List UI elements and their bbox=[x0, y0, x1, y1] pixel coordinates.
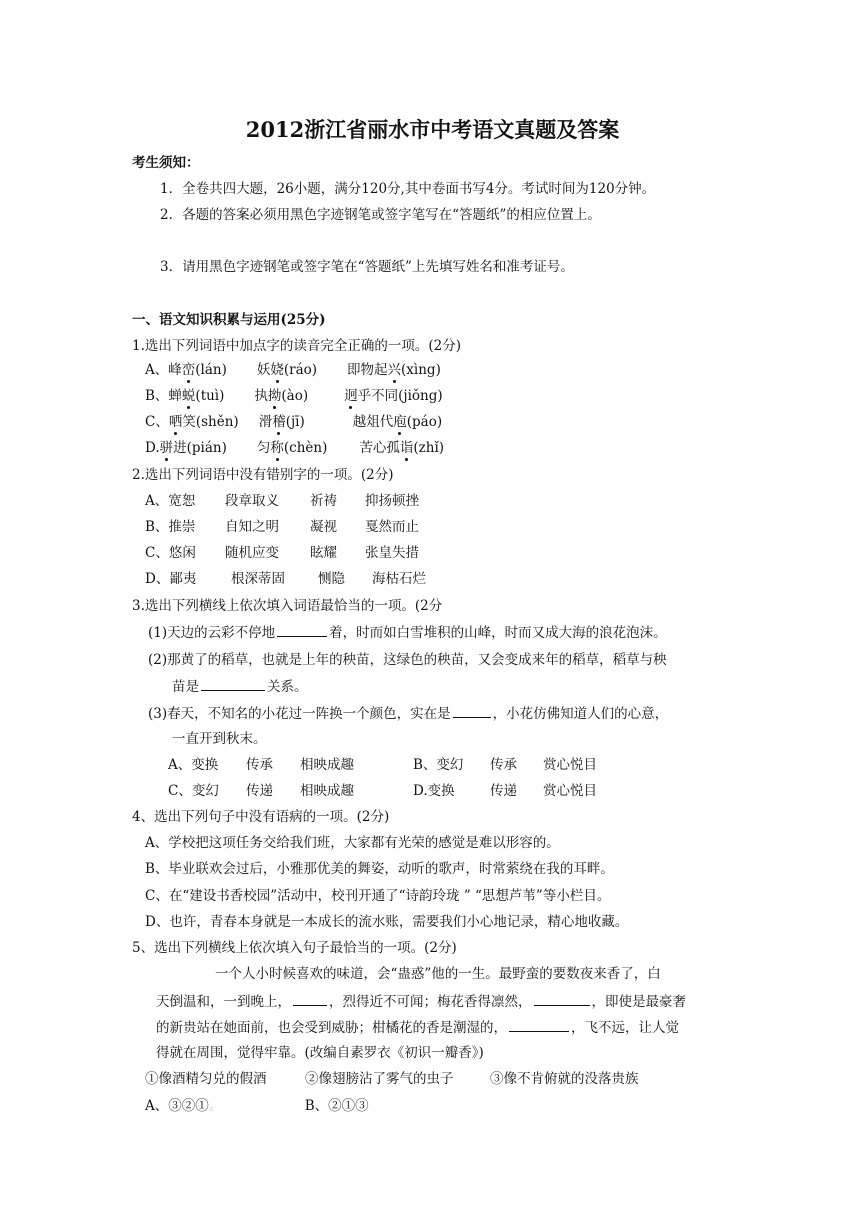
word: 随机应变 bbox=[225, 545, 279, 561]
word: B、推崇 bbox=[145, 519, 196, 535]
dotted-char: 诣 bbox=[399, 440, 414, 456]
choice: ①像酒精匀兑的假酒 bbox=[145, 1071, 267, 1087]
word: 赏心悦目 bbox=[543, 783, 597, 799]
text: 笑(shěn) bbox=[182, 414, 239, 430]
word: 抑扬顿挫 bbox=[365, 493, 419, 509]
word: 海枯石烂 bbox=[372, 571, 426, 587]
question-2-option-d bbox=[145, 569, 426, 589]
word: 凝视 bbox=[310, 519, 337, 535]
question-1-option-d bbox=[145, 438, 444, 458]
dotted-char: 兴 bbox=[387, 362, 402, 378]
choice: ②像翅膀沾了雾气的虫子 bbox=[305, 1071, 454, 1087]
question-1-option-a bbox=[145, 360, 441, 380]
question-2-stem: 2.选出下列词语中没有错别字的一项。(2分) bbox=[132, 467, 394, 483]
word: 戛然而止 bbox=[365, 519, 419, 535]
option: A、③②① bbox=[145, 1098, 209, 1114]
question-5-stem: 5、选出下列横线上依次填入句子最恰当的一项。(2分) bbox=[132, 940, 457, 956]
fill-blank bbox=[453, 703, 491, 718]
word: 传承 bbox=[490, 757, 517, 773]
question-3-sentence-2: (2)那黄了的稻草，也就是上年的秧苗，这绿色的秧苗，又会变成来年的稻草，稻草与秧 bbox=[148, 652, 667, 668]
text: (páo) bbox=[406, 414, 443, 430]
page-title: 2012浙江省丽水市中考语文真题及答案 bbox=[245, 117, 620, 142]
word: 祈祷 bbox=[310, 493, 337, 509]
text: (lán) bbox=[195, 362, 227, 378]
question-5-options bbox=[145, 1096, 369, 1116]
text: (ráo) bbox=[283, 362, 318, 378]
dotted-char: 拗 bbox=[267, 388, 282, 404]
text: B、蝉 bbox=[145, 388, 182, 404]
word: D.变换 bbox=[413, 783, 455, 799]
word: B、变幻 bbox=[413, 757, 464, 773]
fill-blank bbox=[277, 622, 327, 637]
text: ，飞不远，让人觉 bbox=[571, 1020, 679, 1036]
text: 滑 bbox=[258, 414, 273, 430]
word: 传承 bbox=[246, 757, 273, 773]
dotted-char: 峦 bbox=[181, 362, 196, 378]
word: 自知之明 bbox=[225, 519, 279, 535]
fill-blank bbox=[201, 676, 265, 691]
word: C、变幻 bbox=[168, 783, 219, 799]
text: 的新贵站在她面前，也会受到威胁；柑橘花的香是潮湿的， bbox=[156, 1020, 507, 1036]
text: C、 bbox=[145, 414, 169, 430]
notice-item: 2．各题的答案必须用黑色字迹钢笔或签字笔写在“答题纸”的相应位置上。 bbox=[160, 207, 601, 223]
word: 眩耀 bbox=[310, 545, 337, 561]
text: ，小花仿佛知道人们的心意， bbox=[492, 706, 669, 722]
notice-heading: 考生须知： bbox=[132, 155, 200, 171]
question-1-stem: 1.选出下列词语中加点字的读音完全正确的一项。(2分) bbox=[132, 338, 462, 354]
question-5-choices bbox=[145, 1069, 639, 1089]
text: D. bbox=[145, 440, 160, 456]
question-2-option-b bbox=[145, 517, 419, 537]
question-4-option: D、也许，青春本身就是一本成长的流水账，需要我们小心地记录，精心地收藏。 bbox=[145, 914, 629, 930]
text: (1)天边的云彩不停地 bbox=[148, 625, 276, 641]
text: (jī) bbox=[285, 414, 305, 430]
question-4-option: C、在“建设书香校园”活动中，校刊开通了“诗韵玲珑 ” “思想芦苇”等小栏目。 bbox=[145, 888, 611, 904]
text: ，即使是最豪奢 bbox=[591, 994, 686, 1010]
dotted-char: 庖 bbox=[393, 414, 407, 430]
question-4-stem: 4、选出下列句子中没有语病的一项。(2分) bbox=[132, 809, 390, 825]
question-3-options-row bbox=[168, 755, 597, 775]
text: 着，时而如白雪堆积的山峰，时而又成大海的浪花泡沫。 bbox=[329, 625, 667, 641]
question-5-passage: 一个人小时候喜欢的味道，会“蛊惑”他的一生。最野蛮的要数夜来香了，白 bbox=[215, 966, 661, 982]
fill-blank bbox=[509, 1017, 569, 1032]
text: 关系。 bbox=[267, 679, 308, 695]
text: 苗是 bbox=[172, 679, 199, 695]
question-1-option-b bbox=[145, 386, 443, 406]
word: 恻隐 bbox=[318, 571, 345, 587]
dotted-char: 迥 bbox=[344, 388, 358, 404]
text: 越俎代 bbox=[352, 414, 394, 430]
word: 相映成趣 bbox=[300, 757, 354, 773]
word: 传递 bbox=[246, 783, 273, 799]
dotted-char: 娆 bbox=[270, 362, 284, 378]
text: (chèn) bbox=[283, 440, 328, 456]
fill-blank bbox=[293, 991, 327, 1006]
notice-item: 3．请用黑色字迹钢笔或签字笔在“答题纸”上先填写姓名和准考证号。 bbox=[160, 259, 574, 275]
word: A、变换 bbox=[168, 757, 219, 773]
word: 根深蒂固 bbox=[231, 571, 285, 587]
section-heading: 一、语文知识积累与运用(25分) bbox=[132, 312, 326, 328]
text: 进(pián) bbox=[173, 440, 227, 456]
dotted-char: 稽 bbox=[272, 414, 286, 430]
question-3-sentence-2-cont bbox=[172, 676, 308, 697]
word: C、悠闲 bbox=[145, 545, 196, 561]
question-2-option-c bbox=[145, 543, 419, 563]
question-4-option: A、学校把这项任务交给我们班，大家都有光荣的感觉是难以形容的。 bbox=[145, 835, 560, 851]
dotted-char: 骈 bbox=[159, 440, 174, 456]
text: (ào) bbox=[281, 388, 309, 404]
question-1-option-c bbox=[145, 412, 442, 432]
text: A、峰 bbox=[145, 362, 182, 378]
text: 执 bbox=[254, 388, 268, 404]
word: 赏心悦目 bbox=[543, 757, 597, 773]
question-3-sentence-3 bbox=[148, 703, 668, 724]
question-4-option: B、毕业联欢会过后，小雅那优美的舞姿，动听的歌声，时常萦绕在我的耳畔。 bbox=[145, 861, 614, 877]
text: ，烈得近不可闻；梅花香得凛然， bbox=[329, 994, 532, 1010]
question-5-passage bbox=[156, 1017, 679, 1038]
question-5-passage bbox=[156, 991, 686, 1012]
word: 张皇失措 bbox=[365, 545, 419, 561]
word: D、鄙夷 bbox=[145, 571, 197, 587]
text: (3)春天，不知名的小花过一阵换一个颜色，实在是 bbox=[148, 706, 451, 722]
faint-mark: 。 bbox=[208, 1098, 223, 1114]
question-3-sentence-1 bbox=[148, 622, 667, 643]
word: A、宽恕 bbox=[145, 493, 196, 509]
dotted-char: 称 bbox=[270, 440, 284, 456]
notice-item: 1．全卷共四大题，26小题，满分120分,其中卷面书写4分。考试时间为120分钟。 bbox=[160, 181, 656, 197]
question-3-sentence-3-cont: 一直开到秋末。 bbox=[172, 731, 267, 747]
question-2-option-a bbox=[145, 491, 419, 511]
question-3-stem: 3.选出下列横线上依次填入词语最恰当的一项。(2分 bbox=[132, 598, 443, 614]
word: 段章取义 bbox=[225, 493, 279, 509]
dotted-char: 蜕 bbox=[181, 388, 196, 404]
fill-blank bbox=[534, 991, 590, 1006]
question-3-options-row bbox=[168, 781, 597, 801]
text: (zhǐ) bbox=[413, 440, 445, 456]
text: 天倒温和，一到晚上， bbox=[156, 994, 291, 1010]
text: 妖 bbox=[256, 362, 271, 378]
text: 匀 bbox=[256, 440, 271, 456]
text: (xìng) bbox=[401, 362, 441, 378]
dotted-char: 哂 bbox=[168, 414, 183, 430]
text: 即物起 bbox=[347, 362, 388, 378]
text: (tuì) bbox=[195, 388, 225, 404]
option: B、②①③ bbox=[304, 1098, 369, 1114]
choice: ③像不肯俯就的没落贵族 bbox=[490, 1071, 639, 1087]
text: 苦心孤 bbox=[359, 440, 400, 456]
word: 传递 bbox=[490, 783, 517, 799]
word: 相映成趣 bbox=[300, 783, 354, 799]
question-5-passage: 得就在周围，觉得牢靠。(改编自素罗衣《初识一瓣香》) bbox=[156, 1045, 484, 1061]
text: 乎不同(jiǒng) bbox=[357, 388, 443, 404]
